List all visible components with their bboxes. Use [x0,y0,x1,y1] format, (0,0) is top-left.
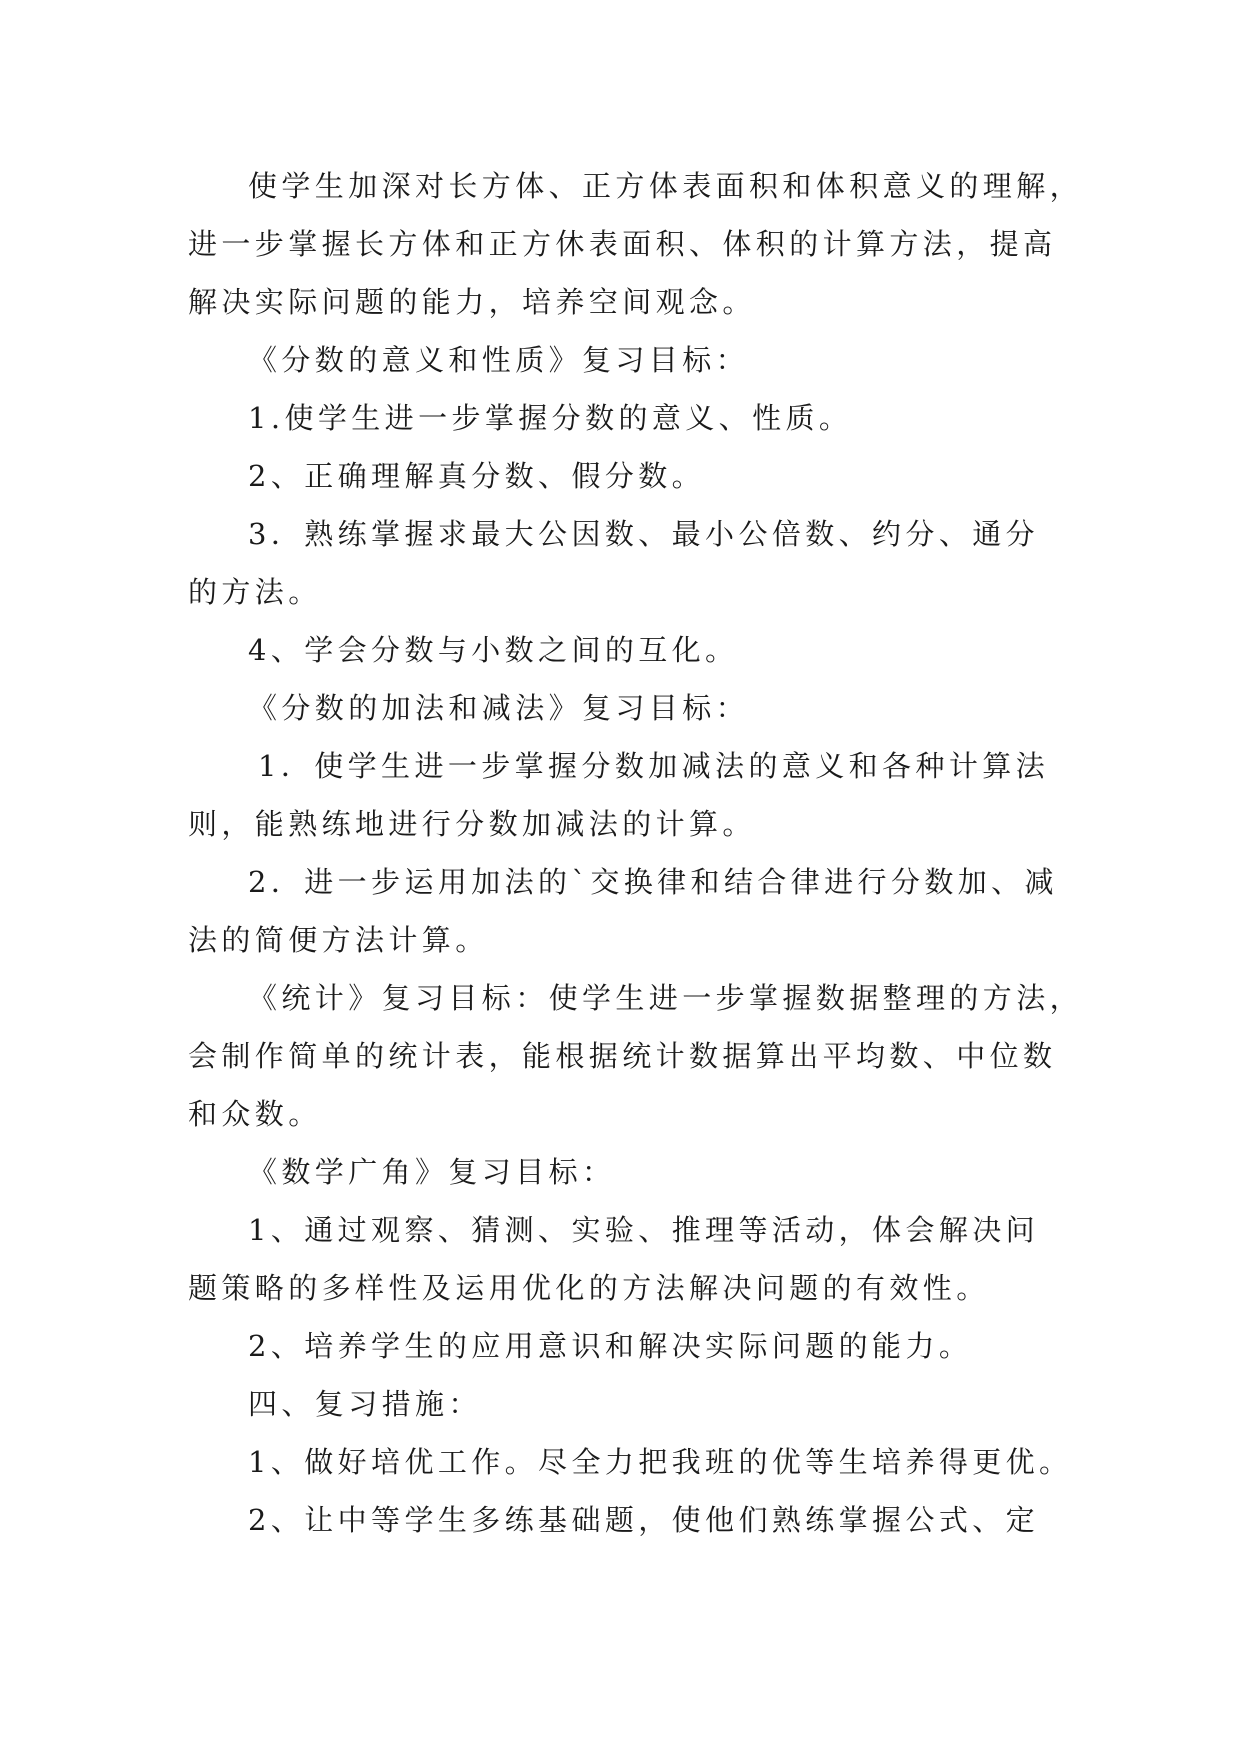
list-item: 1.使学生进一步掌握分数的意义、性质。 [248,401,853,435]
section-heading: 《分数的意义和性质》复习目标： [248,343,750,377]
text-line: 题策略的多样性及运用优化的方法解决问题的有效性。 [188,1271,990,1305]
list-item: 2、培养学生的应用意识和解决实际问题的能力。 [248,1329,973,1363]
section-heading: 《分数的加法和减法》复习目标： [248,691,750,725]
list-item: 1、通过观察、猜测、实验、推理等活动，体会解决问 [248,1213,1040,1247]
text-line: 则，能熟练地进行分数加减法的计算。 [188,807,756,841]
section-heading: 《统计》复习目标：使学生进一步掌握数据整理的方法， [248,981,1084,1015]
section-heading: 《数学广角》复习目标： [248,1155,616,1189]
list-item: 3．熟练掌握求最大公因数、最小公倍数、约分、通分 [248,517,1040,551]
text-line: 解决实际问题的能力，培养空间观念。 [188,285,756,319]
section-heading: 四、复习措施： [248,1387,482,1421]
text-line: 的方法。 [188,575,322,609]
list-item: 1．使学生进一步掌握分数加减法的意义和各种计算法 [258,749,1050,783]
text-line: 法的简便方法计算。 [188,923,489,957]
text-line: 会制作简单的统计表，能根据统计数据算出平均数、中位数 [188,1039,1057,1073]
text-line: 和众数。 [188,1097,322,1131]
list-item: 2、正确理解真分数、假分数。 [248,459,706,493]
text-line: 进一步掌握长方体和正方休表面积、体积的计算方法，提高 [188,227,1057,261]
list-item: 2、让中等学生多练基础题，使他们熟练掌握公式、定 [248,1503,1040,1537]
list-item: 1、做好培优工作。尽全力把我班的优等生培养得更优。 [248,1445,1073,1479]
text-line: 使学生加深对长方体、正方体表面积和体积意义的理解， [248,169,1084,203]
list-item: 4、学会分数与小数之间的互化。 [248,633,739,667]
list-item: 2．进一步运用加法的`交换律和结合律进行分数加、减 [248,865,1058,899]
